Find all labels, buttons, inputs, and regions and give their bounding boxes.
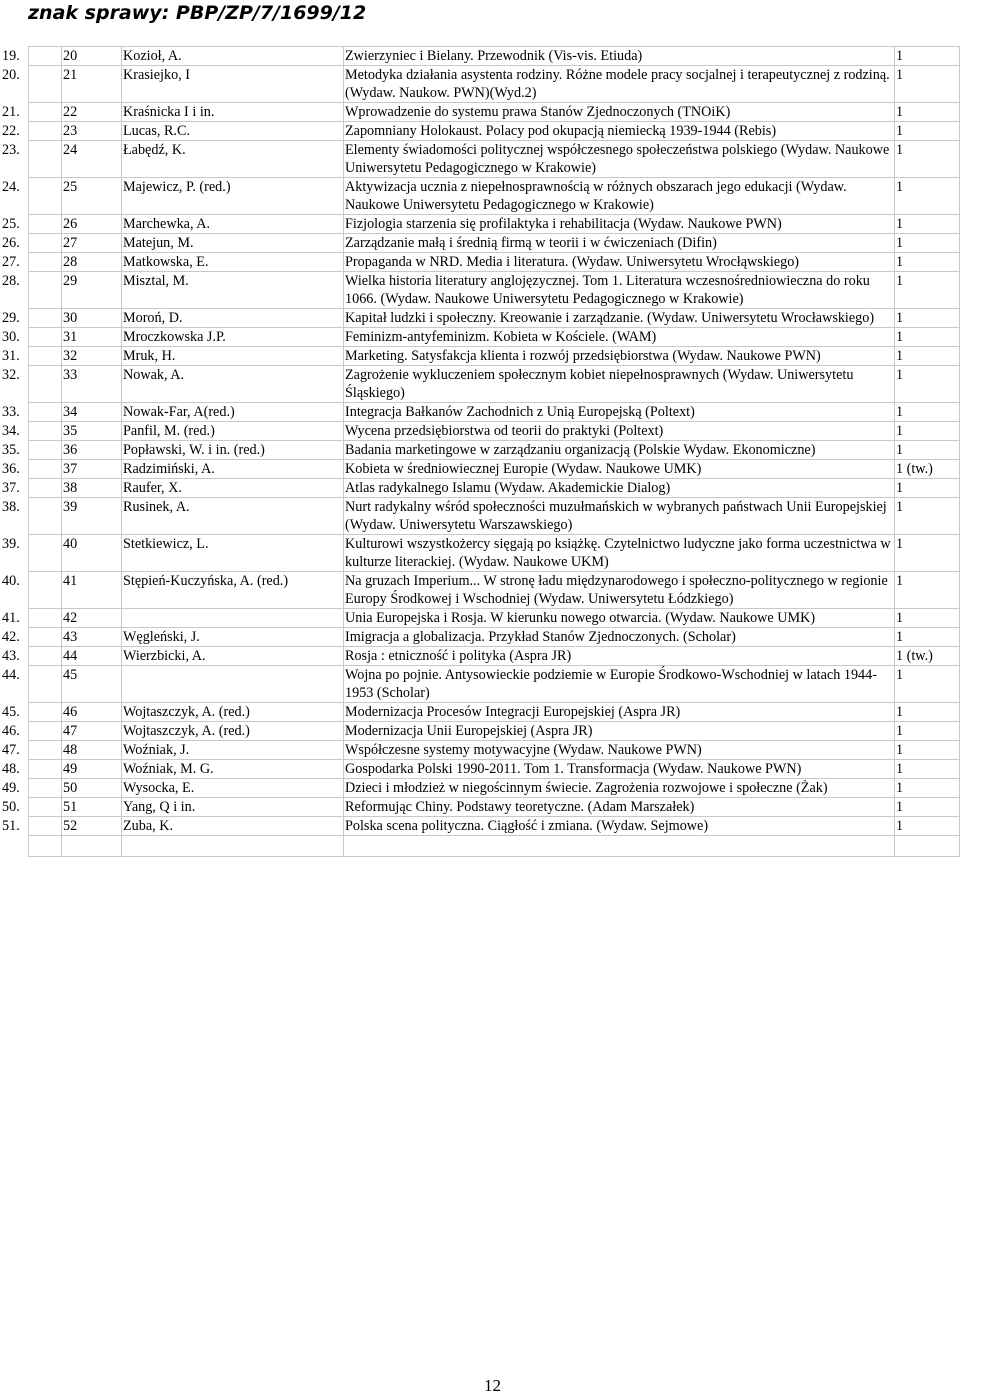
quantity: 1 <box>896 480 904 496</box>
author: Matkowska, E. <box>123 254 209 270</box>
quantity: 1 <box>896 799 904 815</box>
quantity: 1 <box>896 573 904 589</box>
title: Rosja : etniczność i polityka (Aspra JR) <box>345 648 572 664</box>
table-row <box>29 628 960 647</box>
item-number: 33 <box>63 367 78 383</box>
table-row <box>29 666 960 703</box>
item-number: 48 <box>63 742 78 758</box>
author: Wojtaszczyk, A. (red.) <box>123 723 250 739</box>
quantity: 1 <box>896 142 904 158</box>
quantity: 1 <box>896 104 904 120</box>
row-number: 29. <box>2 310 20 326</box>
title: Marketing. Satysfakcja klienta i rozwój przedsiębiorstwa (Wydaw. Naukowe PWN) <box>345 348 821 364</box>
author: Stępień-Kuczyńska, A. (red.) <box>123 573 289 589</box>
empty-cell <box>895 836 960 857</box>
table-row <box>29 403 960 422</box>
author: Woźniak, J. <box>123 742 190 758</box>
title: Atlas radykalnego Islamu (Wydaw. Akademickie Dialog) <box>345 480 671 496</box>
table-row <box>29 122 960 141</box>
title: Kapitał ludzki i społeczny. Kreowanie i zarządzanie. (Wydaw. Uniwersytetu Wrocławskiego) <box>345 310 875 326</box>
table-row <box>29 215 960 234</box>
author: Misztal, M. <box>123 273 189 289</box>
quantity: 1 <box>896 723 904 739</box>
quantity: 1 <box>896 123 904 139</box>
quantity: 1 <box>896 348 904 364</box>
table-row <box>29 253 960 272</box>
title: Zwierzyniec i Bielany. Przewodnik (Vis-vis. Etiuda) <box>345 48 643 64</box>
table-row <box>29 441 960 460</box>
author: Moroń, D. <box>123 310 183 326</box>
table-row <box>29 103 960 122</box>
table-row <box>29 760 960 779</box>
quantity: 1 <box>896 704 904 720</box>
empty-cell <box>29 836 62 857</box>
author: Matejun, M. <box>123 235 194 251</box>
title: Unia Europejska i Rosja. W kierunku nowego otwarcia. (Wydaw. Naukowe UMK) <box>345 610 816 626</box>
table-row <box>29 535 960 572</box>
title: Zarządzanie małą i średnią firmą w teorii i w ćwiczeniach (Difin) <box>345 235 717 251</box>
title: Dzieci i młodzież w niegościnnym świecie. Zagrożenia rozwojowe i społeczne (Żak) <box>345 780 828 796</box>
title: Wycena przedsiębiorstwa od teorii do praktyki (Poltext) <box>345 423 664 439</box>
table-row <box>29 703 960 722</box>
table-row <box>29 817 960 836</box>
author: Mroczkowska J.P. <box>123 329 226 345</box>
item-number: 26 <box>63 216 78 232</box>
author: Panfil, M. (red.) <box>123 423 215 439</box>
title: Imigracja a globalizacja. Przykład Stanów Zjednoczonych. (Scholar) <box>345 629 736 645</box>
table-row <box>29 741 960 760</box>
author: Majewicz, P. (red.) <box>123 179 231 195</box>
empty-cell <box>62 836 122 857</box>
quantity: 1 <box>896 329 904 345</box>
table-row <box>29 798 960 817</box>
table-row <box>29 141 960 178</box>
author: Zuba, K. <box>123 818 174 834</box>
author: Raufer, X. <box>123 480 182 496</box>
title: Metodyka działania asystenta rodziny. Różne modele pracy socjalnej i terapeutycznej z rodziną. (Wydaw. Naukow. PWN)(Wyd.2) <box>345 67 890 101</box>
item-number: 42 <box>63 610 78 626</box>
quantity: 1 <box>896 310 904 326</box>
author: Radzimiński, A. <box>123 461 215 477</box>
row-number: 23. <box>2 142 20 158</box>
page-number: 12 <box>484 1376 501 1395</box>
quantity: 1 <box>896 254 904 270</box>
table-row <box>29 498 960 535</box>
title: Integracja Bałkanów Zachodnich z Unią Europejską (Poltext) <box>345 404 695 420</box>
item-number: 21 <box>63 67 78 83</box>
table-row <box>29 309 960 328</box>
row-number: 48. <box>2 761 20 777</box>
title: Fizjologia starzenia się profilaktyka i rehabilitacja (Wydaw. Naukowe PWN) <box>345 216 782 232</box>
item-number: 31 <box>63 329 78 345</box>
table-row <box>29 422 960 441</box>
row-number: 43. <box>2 648 20 664</box>
author: Nowak-Far, A(red.) <box>123 404 235 420</box>
title: Kulturowi wszystkożercy sięgają po książkę. Czytelnictwo ludyczne jako forma uczestnictwa w kulturze literackiej. (Wydaw. Naukowe UKM) <box>345 536 891 570</box>
title: Modernizacja Procesów Integracji Europejskiej (Aspra JR) <box>345 704 681 720</box>
title: Feminizm-antyfeminizm. Kobieta w Kościele. (WAM) <box>345 329 657 345</box>
title: Aktywizacja ucznia z niepełnosprawnością w różnych obszarach jego edukacji (Wydaw. Naukowe Uniwersytetu Pedagogicznego w Krakowie) <box>345 179 847 213</box>
title: Wprowadzenie do systemu prawa Stanów Zjednoczonych (TNOiK) <box>345 104 731 120</box>
author: Lucas, R.C. <box>123 123 190 139</box>
author: Łabędź, K. <box>123 142 186 158</box>
author: Marchewka, A. <box>123 216 211 232</box>
author: Woźniak, M. G. <box>123 761 214 777</box>
author: Popławski, W. i in. (red.) <box>123 442 265 458</box>
row-number: 30. <box>2 329 20 345</box>
row-number: 37. <box>2 480 20 496</box>
book-list-body <box>2 47 960 857</box>
title: Badania marketingowe w zarządzaniu organizacją (Polskie Wydaw. Ekonomiczne) <box>345 442 816 458</box>
quantity: 1 <box>896 780 904 796</box>
title: Współczesne systemy motywacyjne (Wydaw. Naukowe PWN) <box>345 742 702 758</box>
quantity: 1 <box>896 818 904 834</box>
title: Wojna po pojnie. Antysowieckie podziemie w Europie Środkowo-Wschodniej w latach 1944-1953 (Scholar) <box>345 667 877 701</box>
item-number: 43 <box>63 629 78 645</box>
table-row <box>29 460 960 479</box>
item-number: 40 <box>63 536 78 552</box>
item-number: 20 <box>63 48 78 64</box>
title: Wielka historia literatury anglojęzycznej. Tom 1. Literatura wczesnośredniowieczna do roku 1066. (Wydaw. Naukowe Uniwersytetu Pedagogicznego w Krakowie) <box>345 273 870 307</box>
quantity: 1 <box>896 742 904 758</box>
empty-table-row <box>29 836 960 857</box>
item-number: 46 <box>63 704 78 720</box>
title: Na gruzach Imperium... W stronę ładu międzynarodowego i społeczno-politycznego w regionie Europy Środkowej i Wschodniej (Wydaw. Uniwersytetu Łódzkiego) <box>345 573 888 607</box>
item-number: 38 <box>63 480 78 496</box>
item-number: 29 <box>63 273 78 289</box>
table-row <box>29 366 960 403</box>
row-number: 35. <box>2 442 20 458</box>
item-number: 52 <box>63 818 78 834</box>
item-number: 41 <box>63 573 78 589</box>
title: Gospodarka Polski 1990-2011. Tom 1. Transformacja (Wydaw. Naukowe PWN) <box>345 761 802 777</box>
row-number: 25. <box>2 216 20 232</box>
title: Modernizacja Unii Europejskiej (Aspra JR) <box>345 723 593 739</box>
quantity: 1 <box>896 273 904 289</box>
row-number: 24. <box>2 179 20 195</box>
table-row <box>29 609 960 628</box>
quantity: 1 <box>896 442 904 458</box>
item-number: 32 <box>63 348 78 364</box>
item-number: 37 <box>63 461 78 477</box>
empty-cell <box>122 836 344 857</box>
book-list-table <box>2 46 960 857</box>
title: Zagrożenie wykluczeniem społecznym kobiet niepełnosprawnych (Wydaw. Uniwersytetu Śląskiego) <box>345 367 854 401</box>
row-number: 45. <box>2 704 20 720</box>
item-number: 45 <box>63 667 78 683</box>
author: Kraśnicka I i in. <box>123 104 215 120</box>
row-number: 22. <box>2 123 20 139</box>
row-number: 49. <box>2 780 20 796</box>
quantity: 1 <box>896 499 904 515</box>
quantity: 1 (tw.) <box>896 461 933 477</box>
table-row <box>29 328 960 347</box>
table-row <box>29 479 960 498</box>
row-number: 47. <box>2 742 20 758</box>
table-row <box>29 572 960 609</box>
row-number: 26. <box>2 235 20 251</box>
item-number: 49 <box>63 761 78 777</box>
item-number: 51 <box>63 799 78 815</box>
quantity: 1 <box>896 179 904 195</box>
row-number: 27. <box>2 254 20 270</box>
item-number: 28 <box>63 254 78 270</box>
row-number: 32. <box>2 367 20 383</box>
title: Polska scena polityczna. Ciągłość i zmiana. (Wydaw. Sejmowe) <box>345 818 709 834</box>
item-number: 47 <box>63 723 78 739</box>
quantity: 1 <box>896 367 904 383</box>
row-number: 41. <box>2 610 20 626</box>
table-row <box>29 272 960 309</box>
table-row <box>29 47 960 66</box>
item-number: 22 <box>63 104 78 120</box>
item-number: 24 <box>63 142 78 158</box>
row-number: 33. <box>2 404 20 420</box>
row-number: 38. <box>2 499 20 515</box>
row-number: 50. <box>2 799 20 815</box>
quantity: 1 <box>896 67 904 83</box>
title: Zapomniany Holokaust. Polacy pod okupacją niemiecką 1939-1944 (Rebis) <box>345 123 777 139</box>
table-row <box>29 722 960 741</box>
row-number: 44. <box>2 667 20 683</box>
title: Nurt radykalny wśród społeczności muzułmańskich w wybranych państwach Unii Europejskiej (Wydaw. Uniwersytetu Warszawskiego) <box>345 499 887 533</box>
quantity: 1 <box>896 629 904 645</box>
title: Reformując Chiny. Podstawy teoretyczne. (Adam Marszałek) <box>345 799 695 815</box>
author: Wierzbicki, A. <box>123 648 206 664</box>
item-number: 39 <box>63 499 78 515</box>
item-number: 25 <box>63 179 78 195</box>
row-number: 51. <box>2 818 20 834</box>
title: Elementy świadomości politycznej współczesnego społeczeństwa polskiego (Wydaw. Naukowe Uniwersytetu Pedagogicznego w Krakowie) <box>345 142 890 176</box>
author: Kozioł, A. <box>123 48 182 64</box>
row-number: 31. <box>2 348 20 364</box>
author: Wojtaszczyk, A. (red.) <box>123 704 250 720</box>
item-number: 44 <box>63 648 78 664</box>
table-row <box>29 347 960 366</box>
title: Propaganda w NRD. Media i literatura. (Wydaw. Uniwersytetu Wrocłąwskiego) <box>345 254 800 270</box>
row-number: 39. <box>2 536 20 552</box>
quantity: 1 <box>896 404 904 420</box>
row-number: 21. <box>2 104 20 120</box>
item-number: 34 <box>63 404 78 420</box>
row-number: 42. <box>2 629 20 645</box>
row-number: 36. <box>2 461 20 477</box>
table-row <box>29 234 960 253</box>
item-number: 35 <box>63 423 78 439</box>
row-number: 20. <box>2 67 20 83</box>
title: Kobieta w średniowiecznej Europie (Wydaw. Naukowe UMK) <box>345 461 702 477</box>
quantity: 1 <box>896 667 904 683</box>
table-row <box>29 779 960 798</box>
item-number: 30 <box>63 310 78 326</box>
author: Węgleński, J. <box>123 629 200 645</box>
author: Yang, Q i in. <box>123 799 196 815</box>
author: Krasiejko, I <box>123 67 190 83</box>
author: Rusinek, A. <box>123 499 190 515</box>
item-number: 23 <box>63 123 78 139</box>
quantity: 1 <box>896 536 904 552</box>
row-number: 28. <box>2 273 20 289</box>
quantity: 1 <box>896 423 904 439</box>
quantity: 1 <box>896 761 904 777</box>
author: Nowak, A. <box>123 367 185 383</box>
quantity: 1 <box>896 216 904 232</box>
author: Wysocka, E. <box>123 780 195 796</box>
case-reference: znak sprawy: PBP/ZP/7/1699/12 <box>28 2 367 24</box>
author: Mruk, H. <box>123 348 176 364</box>
item-number: 50 <box>63 780 78 796</box>
quantity: 1 <box>896 610 904 626</box>
item-number: 27 <box>63 235 78 251</box>
row-number: 40. <box>2 573 20 589</box>
quantity: 1 <box>896 235 904 251</box>
table-row <box>29 647 960 666</box>
quantity: 1 (tw.) <box>896 648 933 664</box>
quantity: 1 <box>896 48 904 64</box>
row-number: 34. <box>2 423 20 439</box>
item-number: 36 <box>63 442 78 458</box>
empty-cell <box>344 836 895 857</box>
row-number: 46. <box>2 723 20 739</box>
table-row <box>29 66 960 103</box>
author: Stetkiewicz, L. <box>123 536 209 552</box>
row-number: 19. <box>2 48 20 64</box>
table-row <box>29 178 960 215</box>
